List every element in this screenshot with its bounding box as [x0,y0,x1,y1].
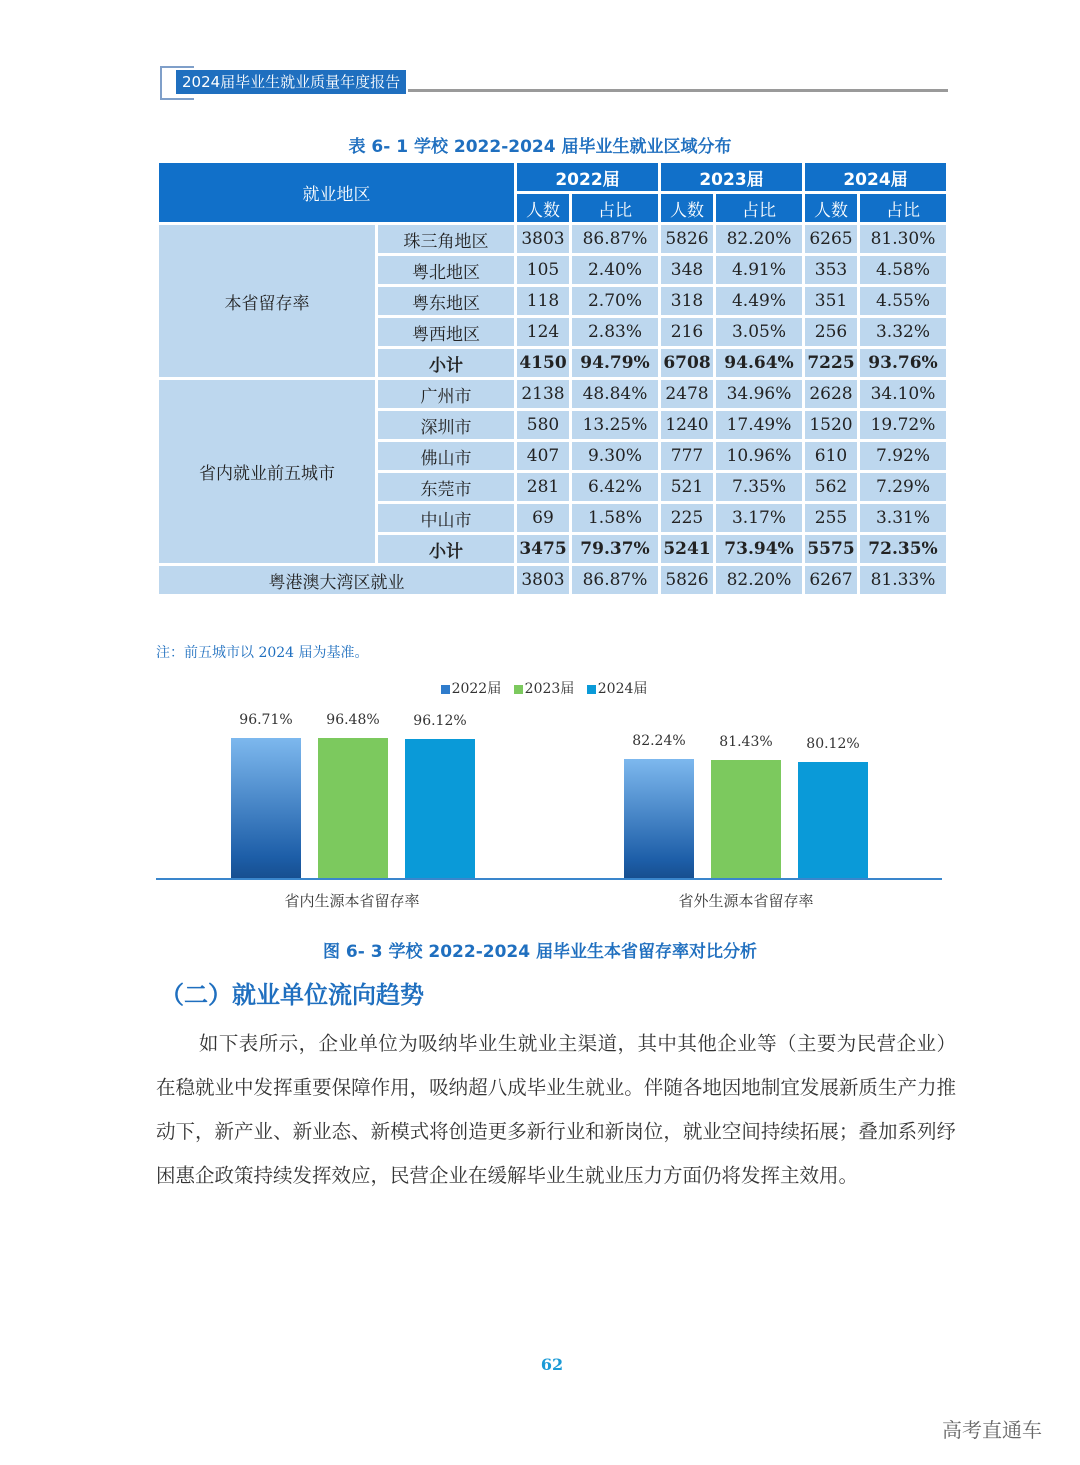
cell-value: 3803 [516,565,571,596]
cell-value: 19.72% [859,410,948,441]
legend-label: 2024届 [597,681,648,697]
bar [318,738,388,878]
cell-value: 610 [804,441,859,472]
bar [711,760,781,878]
cell-value: 5575 [804,534,859,565]
bar-value-label: 81.43% [719,734,773,750]
legend-swatch-2022 [441,685,450,694]
cell-value: 93.76% [859,348,948,379]
cell-value: 348 [660,255,715,286]
section-heading: （二）就业单位流向趋势 [160,981,424,1009]
sub-header: 人数 [660,193,715,224]
cell-value: 105 [516,255,571,286]
page-number: 62 [540,1355,564,1374]
cell-value: 216 [660,317,715,348]
cell-value: 86.87% [571,224,660,255]
row-label: 中山市 [377,503,516,534]
table-row [158,224,948,255]
cell-value: 1240 [660,410,715,441]
cell-value: 6.42% [571,472,660,503]
report-header-title: 2024届毕业生就业质量年度报告 [176,70,406,94]
cell-value: 13.25% [571,410,660,441]
cell-value: 81.30% [859,224,948,255]
cell-value: 255 [804,503,859,534]
table-note: 注：前五城市以 2024 届为基准。 [156,645,369,661]
bar [798,762,868,878]
cell-value: 1520 [804,410,859,441]
col-header-region: 就业地区 [158,162,516,224]
cell-value: 521 [660,472,715,503]
cell-value: 10.96% [715,441,804,472]
cell-value: 353 [804,255,859,286]
cell-value: 4.91% [715,255,804,286]
cell-value: 2.70% [571,286,660,317]
year-header: 2023届 [660,162,804,193]
bar-value-label: 96.12% [413,713,467,729]
row-label: 粤东地区 [377,286,516,317]
table-row [158,565,948,596]
section-paragraph: 如下表所示，企业单位为吸纳毕业生就业主渠道，其中其他企业等（主要为民营企业）在稳就业中发挥重要保障作用，吸纳超八成毕业生就业。伴随各地因地制宜发展新质生产力推动下，新产业、新业态、新模式将创造更多新行业和新岗位，就业空间持续拓展；叠加系列纾困惠企政策持续发挥效应，民营企业在缓解毕业生就业压力方面仍将发挥主效用。 [156,1032,956,1187]
bar [231,738,301,878]
cell-value: 3803 [516,224,571,255]
x-category-label: 省内生源本省留存率 [284,892,420,910]
row-label: 广州市 [377,379,516,410]
cell-value: 281 [516,472,571,503]
row-label: 珠三角地区 [377,224,516,255]
group-label: 本省留存率 [158,224,377,379]
cell-value: 34.96% [715,379,804,410]
cell-value: 4150 [516,348,571,379]
cell-value: 5826 [660,224,715,255]
legend-swatch-2023 [514,685,523,694]
chart-legend [0,678,1080,698]
cell-value: 2478 [660,379,715,410]
cell-value: 2138 [516,379,571,410]
header-rule [408,89,948,92]
cell-value: 72.35% [859,534,948,565]
cell-value: 2.40% [571,255,660,286]
sub-header: 人数 [804,193,859,224]
cell-value: 3.17% [715,503,804,534]
table-row [158,379,948,410]
legend-label: 2022届 [451,681,502,697]
cell-value: 407 [516,441,571,472]
legend-swatch-2024 [587,685,596,694]
row-label: 粤西地区 [377,317,516,348]
cell-value: 777 [660,441,715,472]
cell-value: 86.87% [571,565,660,596]
group-label: 省内就业前五城市 [158,379,377,565]
watermark: 高考直通车 [942,1418,1042,1442]
row-label: 小计 [377,534,516,565]
cell-value: 6708 [660,348,715,379]
year-header: 2024届 [804,162,948,193]
cell-value: 6267 [804,565,859,596]
row-label: 东莞市 [377,472,516,503]
cell-value: 225 [660,503,715,534]
cell-value: 79.37% [571,534,660,565]
sub-header: 占比 [571,193,660,224]
cell-value: 580 [516,410,571,441]
cell-value: 3.05% [715,317,804,348]
cell-value: 6265 [804,224,859,255]
cell-value: 3.32% [859,317,948,348]
cell-value: 118 [516,286,571,317]
cell-value: 7.29% [859,472,948,503]
cell-value: 7.35% [715,472,804,503]
cell-value: 94.79% [571,348,660,379]
region-distribution-table [156,160,949,597]
cell-value: 4.55% [859,286,948,317]
cell-value: 3.31% [859,503,948,534]
cell-value: 48.84% [571,379,660,410]
row-label: 粤港澳大湾区就业 [158,565,516,596]
cell-value: 2628 [804,379,859,410]
cell-value: 3475 [516,534,571,565]
bar-value-label: 80.12% [806,736,860,752]
sub-header: 人数 [516,193,571,224]
legend-label: 2023届 [524,681,575,697]
sub-header: 占比 [859,193,948,224]
bar-value-label: 82.24% [632,733,686,749]
cell-value: 351 [804,286,859,317]
bar-value-label: 96.48% [326,712,380,728]
year-header: 2022届 [516,162,660,193]
x-category-label: 省外生源本省留存率 [678,892,814,910]
cell-value: 82.20% [715,224,804,255]
cell-value: 7225 [804,348,859,379]
cell-value: 5241 [660,534,715,565]
cell-value: 562 [804,472,859,503]
x-axis-line [156,878,942,880]
cell-value: 73.94% [715,534,804,565]
row-label: 深圳市 [377,410,516,441]
cell-value: 4.58% [859,255,948,286]
sub-header: 占比 [715,193,804,224]
cell-value: 5826 [660,565,715,596]
row-label: 佛山市 [377,441,516,472]
chart-caption: 图 6- 3 学校 2022-2024 届毕业生本省留存率对比分析 [323,942,757,962]
cell-value: 124 [516,317,571,348]
cell-value: 256 [804,317,859,348]
cell-value: 81.33% [859,565,948,596]
cell-value: 17.49% [715,410,804,441]
bar-value-label: 96.71% [239,712,293,728]
cell-value: 69 [516,503,571,534]
cell-value: 2.83% [571,317,660,348]
row-label: 粤北地区 [377,255,516,286]
row-label: 小计 [377,348,516,379]
table-caption: 表 6- 1 学校 2022-2024 届毕业生就业区域分布 [348,137,732,157]
cell-value: 94.64% [715,348,804,379]
cell-value: 318 [660,286,715,317]
cell-value: 82.20% [715,565,804,596]
bar [624,759,694,878]
cell-value: 4.49% [715,286,804,317]
cell-value: 9.30% [571,441,660,472]
cell-value: 7.92% [859,441,948,472]
cell-value: 34.10% [859,379,948,410]
cell-value: 1.58% [571,503,660,534]
bar [405,739,475,878]
